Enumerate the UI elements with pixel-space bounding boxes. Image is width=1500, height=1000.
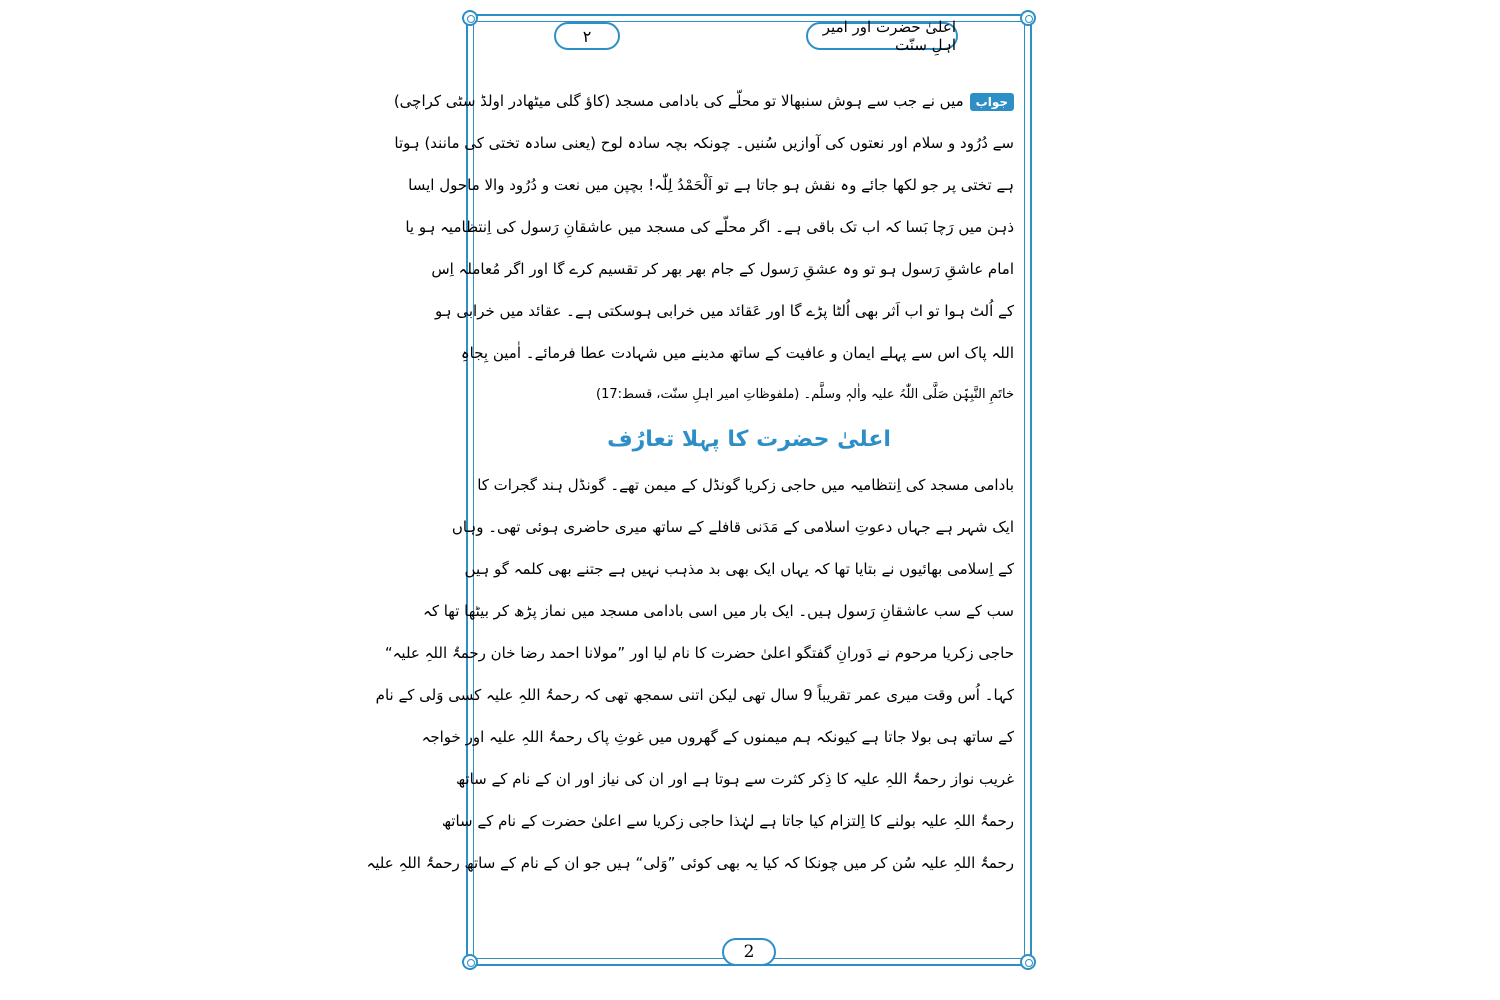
running-header-title: اعلیٰ حضرت اور امیر اہلِ سنّت (806, 22, 958, 50)
text-line: امام عاشقِ رَسول ہو تو وہ عشقِ رَسول کے جام بھر بھر کر تقسیم کرے گا اور اگر مُعاملہ اِس (431, 260, 1014, 278)
line-text: میں نے جب سے ہوش سنبھالا تو محلّے کی بادامی مسجد (کاؤ گلی میٹھادر اولڈ سٹی کراچی) (393, 92, 964, 110)
corner-ornament-icon (462, 954, 478, 970)
text-line: رحمۃُ اللہِ علیہ سُن کر میں چونکا کہ کیا یہ بھی کوئی ”وَلی“ ہیں جو ان کے نام کے ساتھ رحمۃُ اللہِ علیہ (366, 854, 1014, 872)
text-line: بادامی مسجد کی اِنتظامیہ میں حاجی زکریا گونڈل کے میمن تھے۔ گونڈل ہند گجرات کا (477, 476, 1014, 494)
footer-page-number: 2 (722, 938, 776, 966)
text-line: سب کے سب عاشقانِ رَسول ہیں۔ ایک بار میں اسی بادامی مسجد میں نماز پڑھ کر بیٹھا تھا کہ (423, 602, 1014, 620)
answer-label: جواب (970, 93, 1014, 111)
text-line: سے دُرُود و سلام اور نعتوں کی آوازیں سُنیں۔ چونکہ بچہ سادہ لوح (یعنی سادہ تختی کی مانند) ہوتا (394, 134, 1014, 152)
text-line: کے اِسلامی بھائیوں نے بتایا تھا کہ یہاں ایک بھی بد مذہب نہیں ہے جتنے بھی کلمہ گو ہیں (464, 560, 1014, 578)
page-content (366, 80, 1014, 920)
corner-ornament-icon (1020, 954, 1036, 970)
header-page-number: ۲ (554, 22, 620, 50)
text-line: اللہ پاک اس سے پہلے ایمان و عافیت کے ساتھ مدینے میں شہادت عطا فرمائے۔ اٰمین بِجاہِ (460, 344, 1014, 362)
text-line: غریب نواز رحمۃُ اللہِ علیہ کا ذِکر کثرت سے ہوتا ہے اور ان کی نیاز اور ان کے نام کے ساتھ (455, 770, 1014, 788)
page-frame (366, 14, 1032, 966)
text-line: کے اُلٹ ہوا تو اب اَثر بھی اُلٹا پڑے گا اور عَقائد میں خرابی ہوسکتی ہے۔ عقائد میں خرابی ہو (435, 302, 1014, 320)
corner-ornament-icon (462, 10, 478, 26)
text-line: ایک شہر ہے جہاں دعوتِ اسلامی کے مَدَنی قافلے کے ساتھ میری حاضری ہوئی تھی۔ وہاں (451, 518, 1014, 536)
reference-line: خاتَمِ النَّبِیّٖن صَلَّی اللّٰہُ علیہ واٰلہٖ وسلَّم۔ (ملفوظاتِ امیر اہلِ سنّت، قسط:17) (596, 387, 1014, 402)
text-line: کہا۔ اُس وقت میری عمر تقریباً 9 سال تھی لیکن اتنی سمجھ تھی کہ رحمۃُ اللہِ علیہ کسی وَلی کے نام (375, 686, 1014, 704)
text-line: رحمۃُ اللہِ علیہ بولنے کا اِلتزام کیا جاتا ہے لہٰذا حاجی زکریا سے اعلیٰ حضرت کے نام کے ساتھ (441, 812, 1014, 830)
corner-ornament-icon (1020, 10, 1036, 26)
section-heading: اعلیٰ حضرت کا پہلا تعارُف (607, 427, 891, 452)
text-line (393, 80, 1014, 122)
text-line: حاجی زکریا مرحوم نے دَورانِ گفتگو اعلیٰ حضرت کا نام لیا اور ”مولانا احمد رضا خان رحمۃُ اللہِ علیہ“ (384, 644, 1014, 662)
text-line: ہے تختی پر جو لکھا جائے وہ نقش ہو جاتا ہے تو اَلْحَمْدُ لِلّٰہ! بچپن میں نعت و دُرُود والا ماحول ایسا (408, 176, 1014, 194)
text-line: ذہن میں رَچا بَسا کہ اب تک باقی ہے۔ اگر محلّے کی مسجد میں عاشقانِ رَسول کی اِنتظامیہ ہو یا (405, 218, 1014, 236)
text-line: کے ساتھ ہی بولا جاتا ہے کیونکہ ہم میمنوں کے گھروں میں غوثِ پاک رحمۃُ اللہِ علیہ اور خواجہ (421, 728, 1014, 746)
